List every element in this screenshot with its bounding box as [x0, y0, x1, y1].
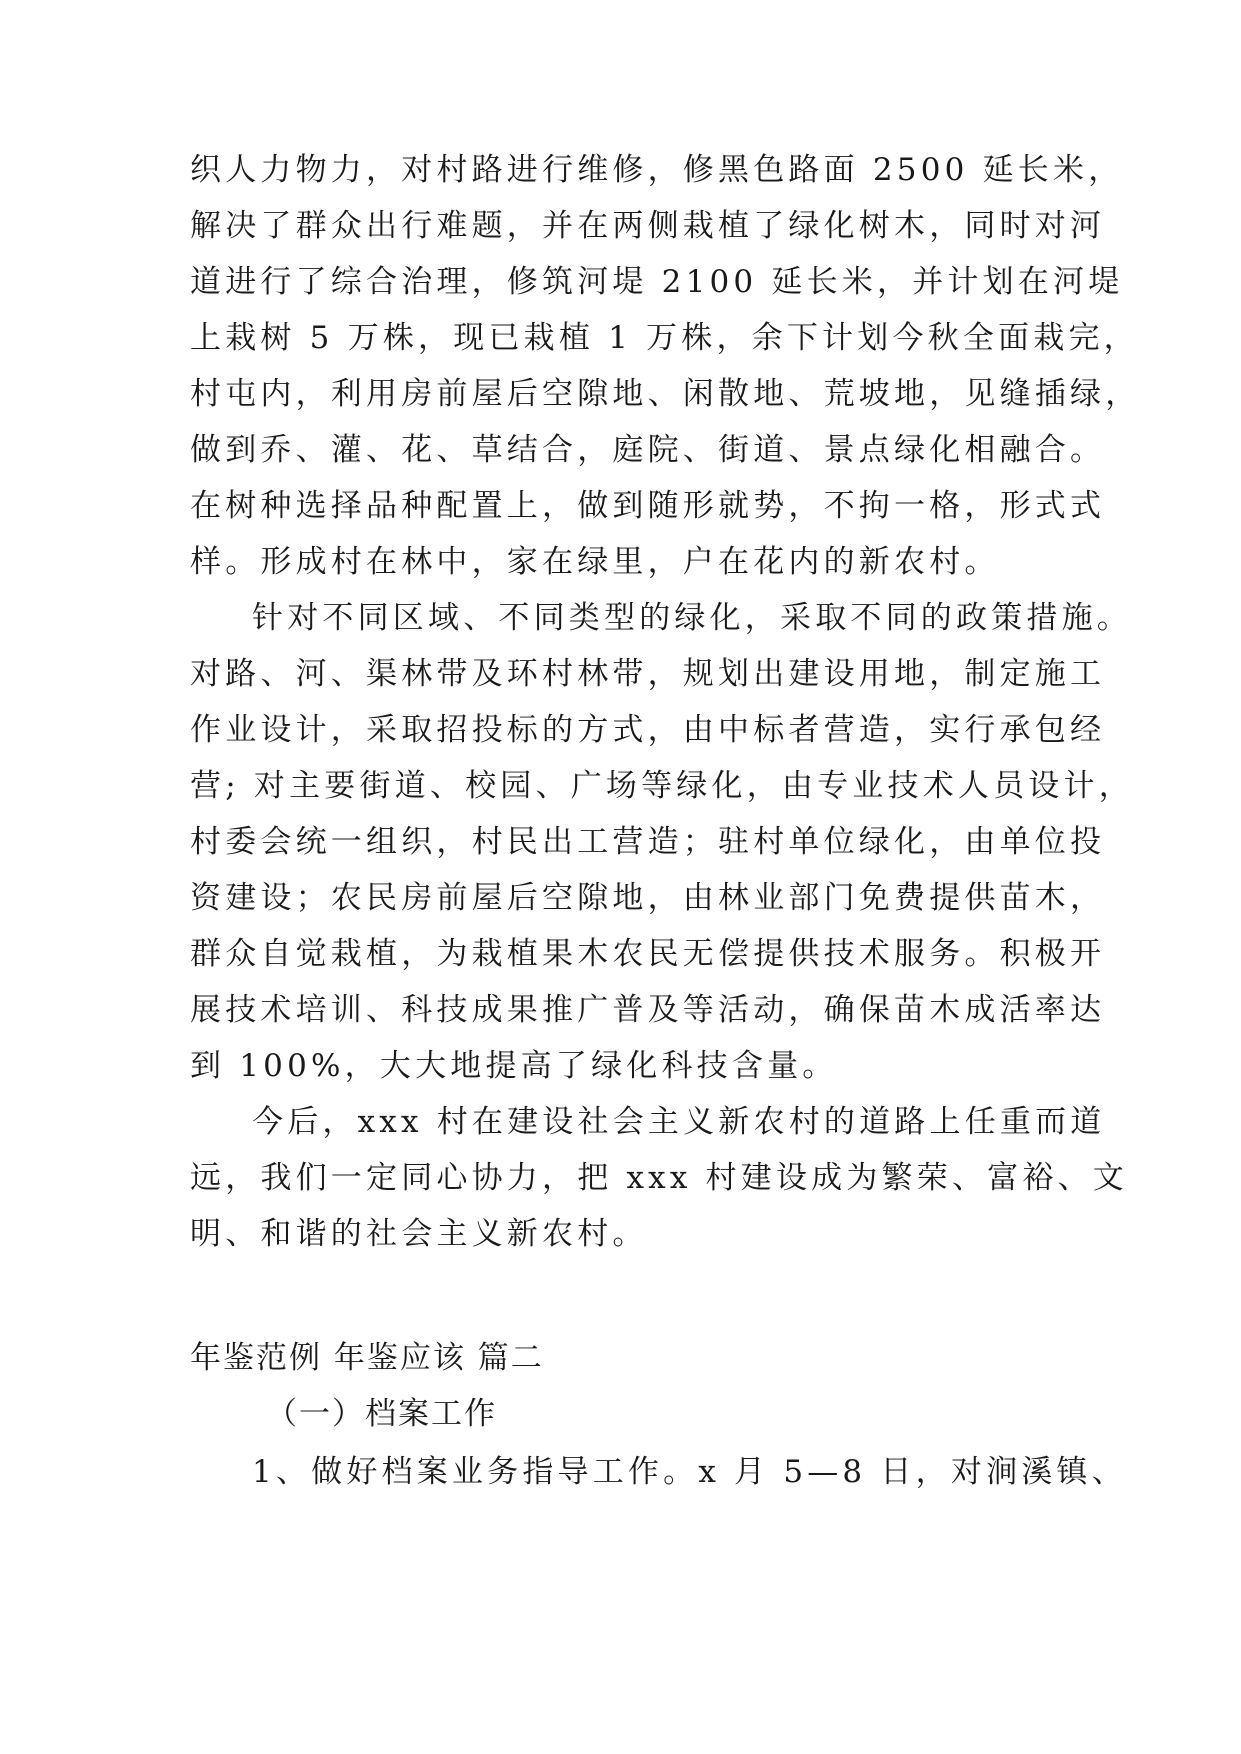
paragraph-line: 在树种选择品种配置上，做到随形就势，不拘一格，形式式	[190, 488, 1106, 524]
paragraph-line: 对路、河、渠林带及环村林带，规划出建设用地，制定施工	[190, 656, 1106, 692]
paragraph-line: 远，我们一定同心协力，把 xxx 村建设成为繁荣、富裕、文	[190, 1160, 1128, 1196]
list-item: 1、做好档案业务指导工作。x 月 5—8 日，对涧溪镇、	[252, 1454, 1127, 1490]
paragraph-line: 样。形成村在林中，家在绿里，户在花内的新农村。	[190, 544, 1000, 580]
paragraph-line: 做到乔、灌、花、草结合，庭院、街道、景点绿化相融合。	[190, 432, 1106, 468]
subsection-heading: （一）档案工作	[266, 1396, 497, 1432]
paragraph-line: 织人力物力，对村路进行维修，修黑色路面 2500 延长米，	[190, 152, 1124, 188]
paragraph-line: 群众自觉栽植，为栽植果木农民无偿提供技术服务。积极开	[190, 936, 1106, 972]
paragraph-line: 作业设计，采取招投标的方式，由中标者营造，实行承包经	[190, 712, 1106, 748]
paragraph-line: 资建设；农民房前屋后空隙地，由林业部门免费提供苗木，	[190, 880, 1106, 916]
paragraph-line: 今后，xxx 村在建设社会主义新农村的道路上任重而道	[252, 1104, 1106, 1140]
section-heading: 年鉴范例 年鉴应该 篇二	[190, 1340, 544, 1376]
paragraph-line: 村委会统一组织，村民出工营造；驻村单位绿化，由单位投	[190, 824, 1106, 860]
paragraph-line: 解决了群众出行难题，并在两侧栽植了绿化树木，同时对河	[190, 208, 1106, 244]
paragraph-line: 明、和谐的社会主义新农村。	[190, 1216, 648, 1252]
paragraph-line: 道进行了综合治理，修筑河堤 2100 延长米，并计划在河堤	[190, 264, 1124, 300]
paragraph-line: 上栽树 5 万株，现已栽植 1 万株，余下计划今秋全面栽完，	[190, 320, 1139, 356]
paragraph-line: 村屯内，利用房前屋后空隙地、闲散地、荒坡地，见缝插绿，	[190, 376, 1141, 412]
paragraph-line: 到 100%，大大地提高了绿化科技含量。	[190, 1048, 838, 1084]
paragraph-line: 营; 对主要街道、校园、广场等绿化，由专业技术人员设计，	[190, 768, 1134, 804]
paragraph-line: 展技术培训、科技成果推广普及等活动，确保苗木成活率达	[190, 992, 1106, 1028]
paragraph-line: 针对不同区域、不同类型的绿化，采取不同的政策措施。	[252, 600, 1132, 636]
